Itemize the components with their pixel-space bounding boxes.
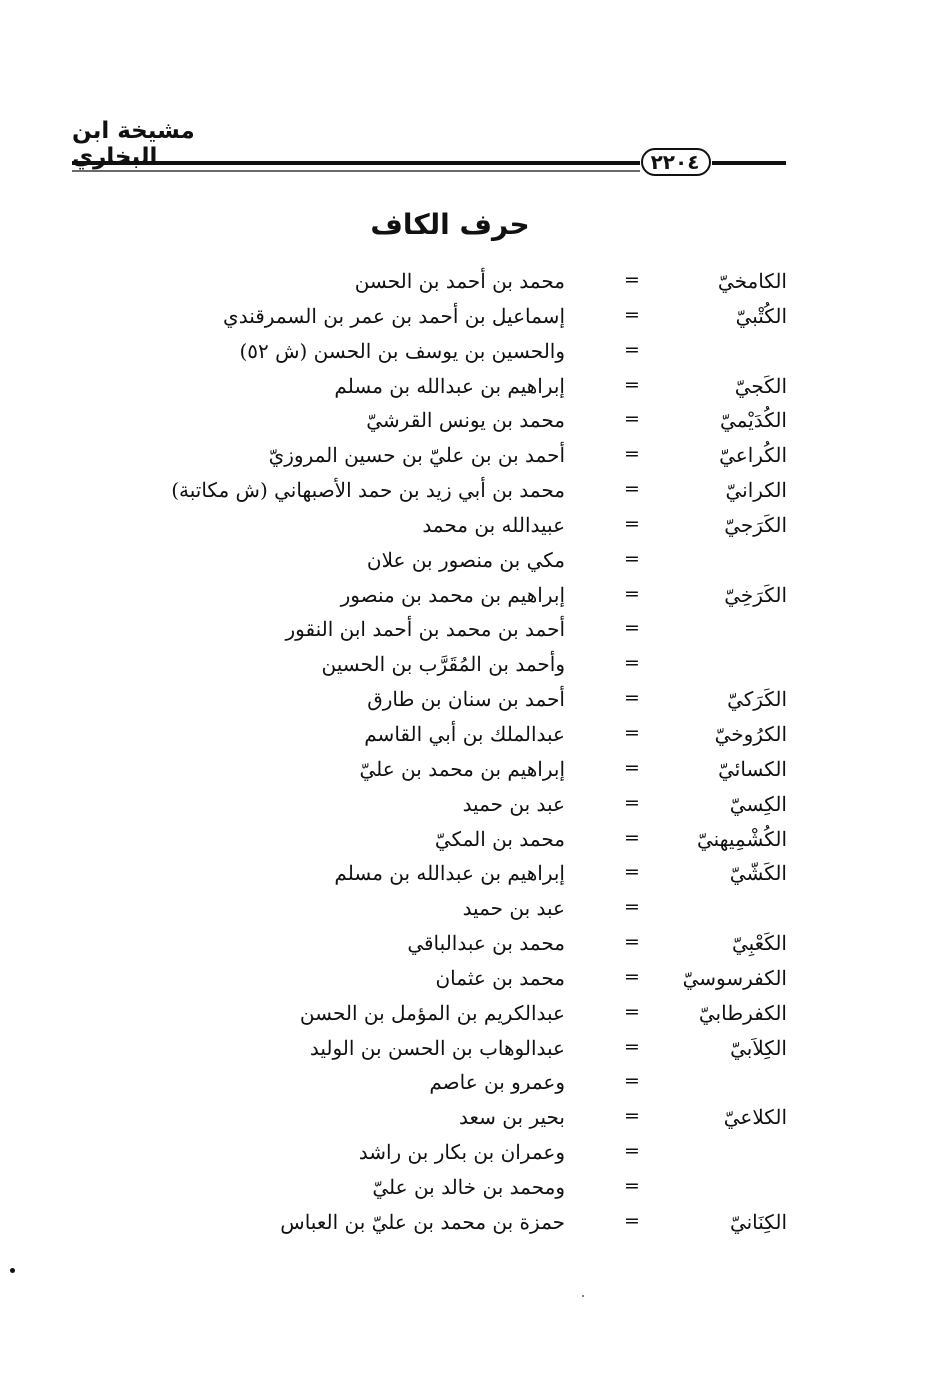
nisba-label: الكَرَخِيّ [724,582,787,607]
equals-sign: = [624,408,640,431]
narrator-name: محمد بن أحمد بن الحسن [354,269,565,293]
narrator-name: ومحمد بن خالد بن عليّ [372,1174,565,1199]
narrator-name: وعمران بن بكار بن راشد [358,1140,565,1165]
narrator-name: والحسين بن يوسف بن الحسن (ش ٥٢) [239,338,565,363]
nisba-label: الكِسيّ [729,791,787,816]
nisba-label: الكِلاَبيّ [730,1035,787,1060]
entry-row [0,1136,949,1171]
narrator-name: عبد بن حميد [462,791,565,816]
entry-row [0,265,949,300]
equals-sign: = [624,269,640,291]
equals-sign: = [624,652,640,675]
entry-row [0,335,949,370]
nisba-label: الكامخيّ [717,269,787,293]
equals-sign: = [624,965,640,988]
nisba-label: الكلاعيّ [723,1105,787,1130]
entry-row [0,613,949,648]
narrator-name: محمد بن يونس القرشيّ [366,408,565,433]
entry-row [0,753,949,788]
narrator-name: محمد بن أبي زيد بن حمد الأصبهاني (ش مكاتبة) [171,478,565,503]
equals-sign: = [624,1035,640,1058]
nisba-label: الكِنَانيّ [729,1209,787,1234]
narrator-name: عبد بن حميد [462,896,565,921]
entry-row [0,962,949,997]
nisba-label: الكَرَكيّ [727,687,787,712]
nisba-label: الكُراعيّ [719,443,787,468]
narrator-name: إبراهيم بن محمد بن عليّ [359,756,565,781]
page-speck-small [582,1295,584,1297]
narrator-name: إبراهيم بن محمد بن منصور [340,582,565,607]
entry-row [0,370,949,405]
equals-sign: = [624,861,640,884]
narrator-name: محمد بن عثمان [435,965,565,990]
narrator-name: بحير بن سعد [459,1105,565,1130]
narrator-name: أحمد بن بن عليّ بن حسين المروزيّ [268,443,565,468]
entries-list [0,265,949,1241]
nisba-label: الكَعْبِيّ [731,931,787,956]
entry-row [0,509,949,544]
narrator-name: أحمد بن سنان بن طارق [367,687,565,712]
entry-row [0,439,949,474]
page-speck [10,1268,15,1273]
nisba-label: الكَرَجيّ [724,512,787,537]
narrator-name: عبدالكريم بن المؤمل بن الحسن [299,1000,565,1025]
narrator-name: مكي بن منصور بن علان [366,547,565,572]
nisba-label: الكُدَيْميّ [720,408,787,433]
entry-row [0,1066,949,1101]
book-title: مشيخة ابن البخاري [72,118,195,170]
entry-row [0,997,949,1032]
equals-sign: = [624,478,640,501]
entry-row [0,579,949,614]
narrator-name: عبدالوهاب بن الحسن بن الوليد [309,1035,565,1060]
equals-sign: = [624,931,640,954]
nisba-label: الكسائيّ [718,756,787,781]
nisba-label: الكفرطابيّ [698,1000,787,1025]
entry-row [0,404,949,439]
entry-row [0,544,949,579]
entry-row [0,648,949,683]
narrator-name: محمد بن المكيّ [434,826,565,851]
entry-row [0,788,949,823]
equals-sign: = [624,303,640,326]
equals-sign: = [624,826,640,849]
entry-row [0,927,949,962]
equals-sign: = [624,896,640,919]
equals-sign: = [624,1174,640,1197]
narrator-name: أحمد بن محمد بن أحمد ابن النقور [285,617,565,642]
nisba-label: الكَشّيّ [729,861,787,886]
nisba-label: الكَجيّ [734,373,787,398]
narrator-name: وأحمد بن المُقَرَّب بن الحسين [321,652,565,677]
equals-sign: = [624,512,640,535]
entry-row [0,857,949,892]
equals-sign: = [624,791,640,814]
equals-sign: = [624,373,640,396]
narrator-name: عبيدالله بن محمد [422,512,565,537]
section-title: حرف الكاف [370,208,530,241]
entry-row [0,1032,949,1067]
equals-sign: = [624,1140,640,1163]
narrator-name: إبراهيم بن عبدالله بن مسلم [334,373,565,398]
equals-sign: = [624,1209,640,1232]
narrator-name: وعمرو بن عاصم [429,1070,565,1095]
equals-sign: = [624,721,640,744]
entry-row [0,474,949,509]
equals-sign: = [624,443,640,466]
page-number: ٢٢٠٤ [650,150,700,174]
nisba-label: الكفرسوسيّ [682,965,787,990]
equals-sign: = [624,1000,640,1023]
equals-sign: = [624,617,640,640]
nisba-label: الكُشْمِيهنيّ [696,826,787,851]
equals-sign: = [624,338,640,361]
equals-sign: = [624,687,640,710]
equals-sign: = [624,1070,640,1093]
equals-sign: = [624,756,640,779]
entry-row [0,1171,949,1206]
narrator-name: عبدالملك بن أبي القاسم [364,721,565,746]
nisba-label: الكُتْبيّ [735,303,787,328]
equals-sign: = [624,1105,640,1128]
equals-sign: = [624,582,640,605]
nisba-label: الكرانيّ [725,478,787,503]
narrator-name: إسماعيل بن أحمد بن عمر بن السمرقندي [223,303,565,328]
narrator-name: حمزة بن محمد بن عليّ بن العباس [280,1209,565,1234]
equals-sign: = [624,547,640,570]
entry-row [0,718,949,753]
narrator-name: إبراهيم بن عبدالله بن مسلم [334,861,565,886]
entry-row [0,1206,949,1241]
entry-row [0,1101,949,1136]
entry-row [0,300,949,335]
nisba-label: الكرُوخيّ [714,721,787,746]
entry-row [0,892,949,927]
entry-row [0,823,949,858]
narrator-name: محمد بن عبدالباقي [407,931,565,956]
entry-row [0,683,949,718]
